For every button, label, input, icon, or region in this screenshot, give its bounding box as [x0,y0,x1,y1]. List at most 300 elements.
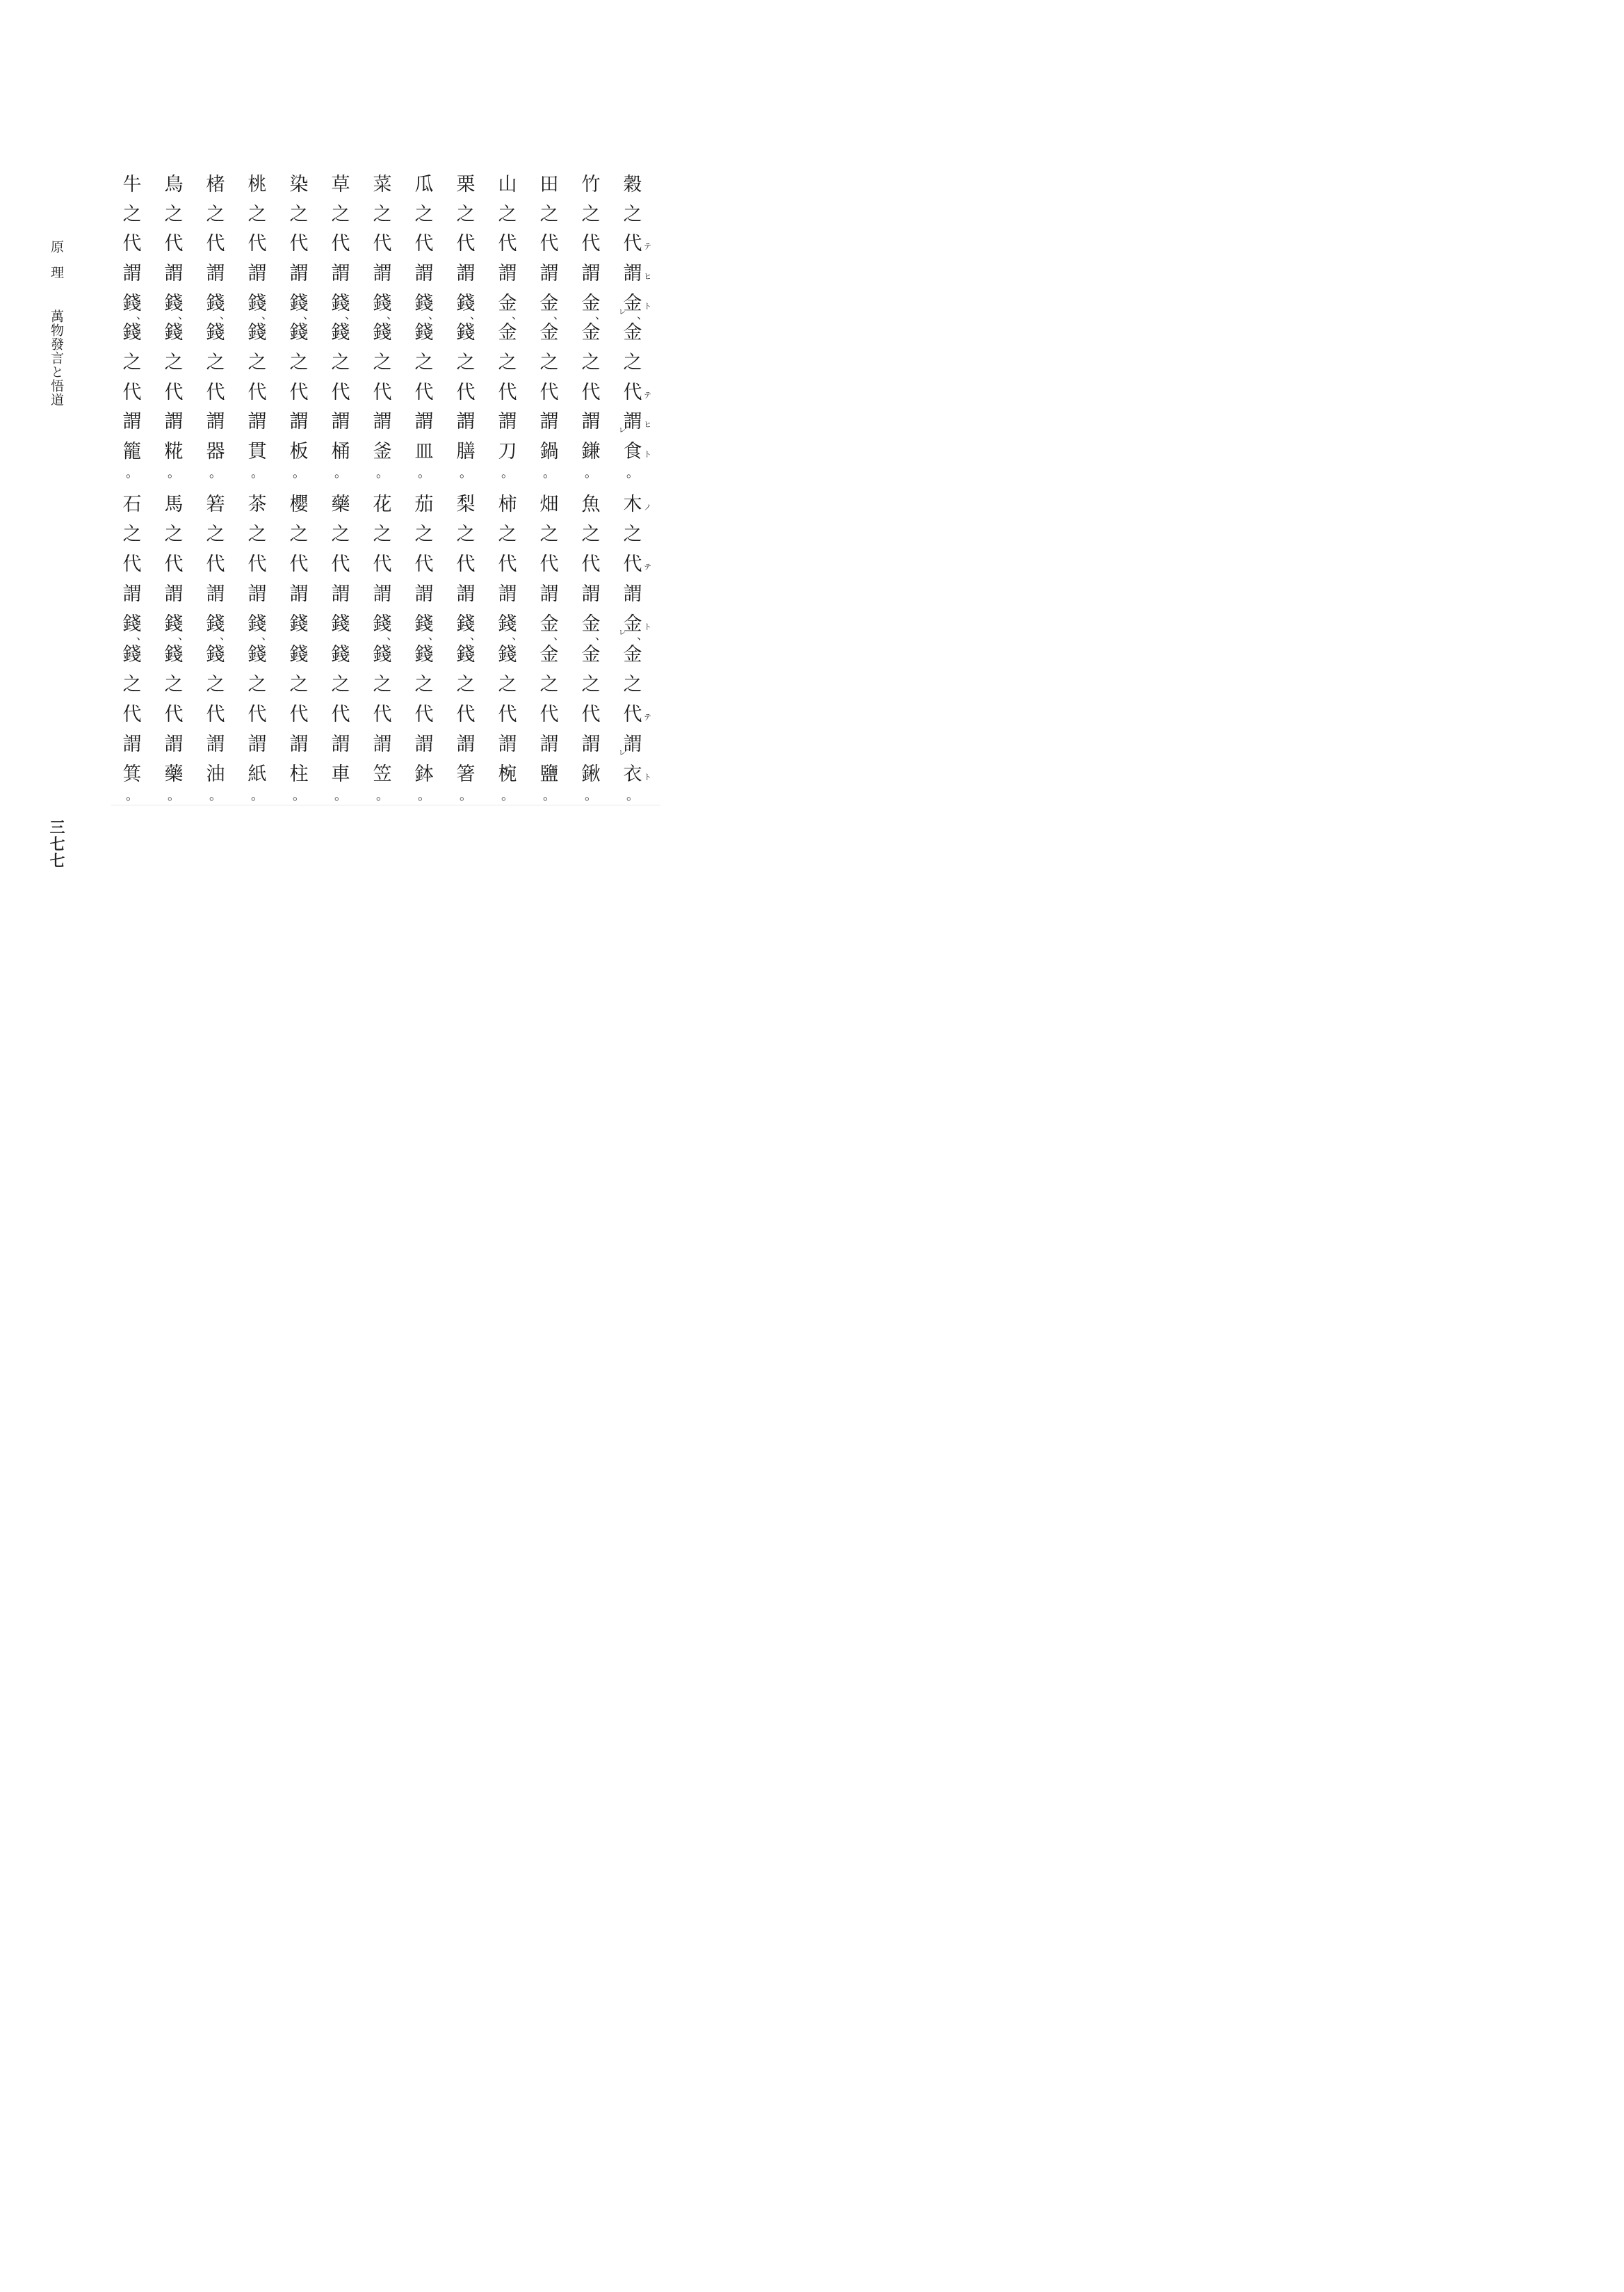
kanji-character [537,522,562,547]
character-text: 謂 [456,583,476,606]
kanji-character [161,261,186,286]
character-text: 金 [498,322,517,344]
kanji-character [412,172,437,197]
character-text: 金 [581,613,601,636]
kanji-character [328,612,353,637]
character-text: 謂 [539,262,559,284]
kaeriten-mark: レ [619,749,626,757]
end-mark: 。 [543,788,555,803]
character-text: 車 [331,763,350,785]
text-column [160,172,189,481]
kanji-character [412,522,437,547]
character-text: 之 [623,673,642,695]
kanji-character [370,202,395,227]
kanji-character [412,582,437,607]
character-text: 代 [122,554,142,576]
kanji-character [495,643,520,668]
character-text: 之 [414,203,434,225]
character-text: 椀 [498,763,517,785]
kunten-reading: テ [644,563,651,572]
character-text: 糀 [164,440,184,462]
text-column [243,492,273,803]
kanji-character [120,582,145,607]
character-text: 錢 [414,292,434,314]
kanji-character [537,643,562,668]
character-text: 鍋 [539,440,559,462]
character-text: 之 [164,351,184,373]
kunten-reading: ノ [644,503,651,512]
kunten-reading: テ [644,712,651,722]
comma-mark: 、 [594,307,606,321]
end-mark: 。 [209,465,222,481]
end-mark: 。 [543,465,555,481]
character-text: 之 [498,673,517,695]
kanji-character [161,172,186,197]
character-text: 之 [206,673,225,695]
kanji-character [453,732,478,757]
character-text: 代 [498,233,517,255]
kanji-character [620,732,645,757]
kanji-character [412,439,437,481]
end-mark: 。 [460,788,472,803]
kanji-character [286,380,311,405]
kanji-character [203,492,228,517]
kanji-character [495,291,523,321]
section-title: 原理 [49,240,64,291]
character-text: 謂 [331,262,350,284]
character-text: 謂 [331,411,350,433]
character-text: 之 [414,351,434,373]
kanji-character [245,732,270,757]
character-text: 金 [581,292,601,314]
comma-mark: 、 [177,629,189,643]
kanji-character [245,439,270,481]
kanji-character [286,552,311,577]
character-text: 代 [623,703,642,725]
character-text: 錢 [498,643,517,665]
kanji-character [328,321,353,346]
character-text: 謂 [456,411,476,433]
kanji-character [537,172,562,197]
kanji-character [578,762,603,803]
character-text: 謂 [456,262,476,284]
character-text: 謂 [289,411,309,433]
character-text: 刀 [498,440,517,462]
kanji-character [245,762,270,803]
character-text: 膳 [456,440,476,462]
kanji-character [453,612,481,643]
character-text: 謂 [247,262,267,284]
character-text: 之 [498,203,517,225]
kanji-character [412,702,437,727]
kanji-character [203,672,228,697]
kanji-character [578,261,603,286]
kanji-character [370,232,395,257]
kanji-character [120,643,145,668]
kanji-character [370,582,395,607]
kanji-character [286,439,311,481]
character-text: 之 [581,203,601,225]
kanji-character [203,702,228,727]
kanji-character [412,732,437,757]
character-text: 楮 [206,174,225,195]
character-text: 代 [206,381,225,403]
comma-mark: 、 [511,307,523,321]
character-text: 代 [456,233,476,255]
kanji-character [286,321,311,346]
character-text: 器 [206,440,225,462]
kanji-character [495,732,520,757]
kanji-character [120,522,145,547]
kanji-character [161,612,189,643]
character-text: 之 [289,203,309,225]
character-text: 錢 [164,322,184,344]
character-text: 鹽 [539,763,559,785]
character-text: 之 [581,351,601,373]
kanji-character [495,702,520,727]
kanji-character [203,522,228,547]
text-column [285,492,313,803]
character-text: 謂 [456,733,476,755]
character-text: 之 [581,673,601,695]
kanji-character [328,732,353,757]
text-column [577,492,606,803]
kanji-character [620,172,645,197]
character-text: 桃 [247,174,267,195]
character-text: 金 [539,613,559,636]
kanji-character [578,492,603,517]
character-text: 箸 [456,763,476,785]
kanji-character [412,261,437,286]
page-number: 三七七 [47,819,65,869]
character-text: 之 [623,524,642,546]
kanji-character [120,321,145,346]
character-text: 之 [206,351,225,373]
character-text: 錢 [206,322,225,344]
kanji-character [495,439,520,481]
kanji-character [495,552,520,577]
upper-text-block [118,172,651,481]
character-text: 錢 [122,643,142,665]
kanji-character [286,172,311,197]
text-column [368,492,398,803]
character-text: 代 [164,381,184,403]
character-text: 錢 [122,292,142,314]
kunten-reading: テ [644,242,651,252]
end-mark: 。 [251,465,263,481]
kanji-character [203,291,231,321]
kanji-character [412,380,437,405]
kanji-character [412,350,437,376]
character-text: 錢 [373,613,392,636]
end-mark: 。 [334,465,347,481]
kanji-character [370,612,398,643]
kanji-character [453,582,478,607]
kanji-character [203,202,228,227]
character-text: 之 [122,351,142,373]
kanji-character [453,202,478,227]
character-text: 謂 [331,583,350,606]
kanji-character [328,762,353,803]
text-column [243,172,273,481]
kanji-character [120,492,145,517]
character-text: 之 [164,203,184,225]
character-text: 石 [122,494,142,515]
kanji-character [578,232,603,257]
kanji-character [203,410,228,435]
character-text: 之 [247,351,267,373]
kanji-character [286,582,311,607]
kanji-character [578,643,603,668]
character-text: 錢 [247,613,267,636]
character-text: 錢 [414,643,434,665]
kanji-character [370,702,395,727]
character-text: 紙 [247,763,267,785]
kanji-character [412,410,437,435]
character-text: 之 [539,673,559,695]
character-text: 謂 [498,583,517,606]
character-text: 貫 [247,440,267,462]
kanji-character [537,552,562,577]
kanji-character [412,321,437,346]
character-text: 之 [456,673,476,695]
character-text: 之 [456,351,476,373]
character-text: 花 [373,494,392,515]
comma-mark: 、 [428,307,439,321]
character-text: 代 [122,703,142,725]
kanji-character [578,321,603,346]
character-text: 栗 [456,174,476,195]
kanji-character [120,350,145,376]
character-text: 錢 [206,292,225,314]
character-text: 之 [331,673,350,695]
end-mark: 。 [376,788,389,803]
character-text: 謂 [581,733,601,755]
kanji-character [453,762,478,803]
text-column [535,492,565,803]
character-text: 謂 [414,411,434,433]
text-column [327,172,356,481]
character-text: 謂 [539,733,559,755]
kanji-character [286,232,311,257]
character-text: 代 [539,554,559,576]
comma-mark: 、 [261,307,273,321]
kanji-character [286,762,311,803]
character-text: 代 [373,233,392,255]
kunten-reading: ト [644,449,651,459]
chapter-title: 萬物發言と悟道 [49,309,64,407]
comma-mark: 、 [386,307,398,321]
kanji-character [203,380,228,405]
character-text: 錢 [456,292,476,314]
character-text: 謂 [373,583,392,606]
character-text: 代 [373,703,392,725]
character-text: 之 [373,524,392,546]
character-text: 食 [623,440,642,462]
text-column [535,172,565,481]
character-text: 鍬 [581,763,601,785]
kanji-character [286,522,311,547]
kanji-character [620,321,645,346]
kanji-character [370,261,395,286]
character-text: 之 [122,673,142,695]
kanji-character [245,410,270,435]
character-text: 錢 [164,613,184,636]
character-text: 謂 [247,733,267,755]
kanji-character [161,582,186,607]
kanji-character [161,202,186,227]
kanji-character [620,380,651,405]
kanji-character [495,202,520,227]
character-text: 謂 [164,583,184,606]
kanji-character [120,612,147,643]
kanji-character [495,261,520,286]
comma-mark: 、 [594,629,606,643]
character-text: 笠 [373,763,392,785]
kanji-character [620,350,645,376]
character-text: 謂 [623,411,642,433]
kanji-character [620,232,651,257]
character-text: 代 [164,233,184,255]
character-text: 錢 [247,322,267,344]
character-text: 代 [414,233,434,255]
character-text: 謂 [373,411,392,433]
character-text: 代 [206,233,225,255]
character-text: 穀 [623,174,642,195]
end-mark: 。 [168,788,180,803]
kunten-reading: ヒ [644,420,651,430]
end-mark: 。 [251,788,263,803]
character-text: 梨 [456,494,476,515]
kanji-character [203,732,228,757]
character-text: 謂 [414,583,434,606]
comma-mark: 、 [469,629,481,643]
character-text: 之 [623,351,642,373]
end-mark: 。 [293,465,305,481]
end-mark: 。 [626,788,639,803]
end-mark: 。 [376,465,389,481]
kanji-character [620,762,651,803]
comma-mark: 、 [511,629,523,643]
character-text: 代 [331,381,350,403]
kanji-character [245,321,270,346]
kanji-character [120,552,145,577]
kanji-character [537,582,562,607]
character-text: 謂 [289,262,309,284]
character-text: 錢 [122,322,142,344]
character-text: 謂 [247,411,267,433]
end-mark: 。 [626,465,639,481]
end-mark: 。 [501,788,514,803]
kanji-character [620,552,651,577]
character-text: 錢 [414,322,434,344]
text-column [577,172,606,481]
character-text: 代 [581,554,601,576]
character-text: 之 [122,203,142,225]
character-text: 鎌 [581,440,601,462]
character-text: 謂 [331,733,350,755]
kanji-character [203,762,228,803]
character-text: 代 [581,233,601,255]
kanji-character [203,232,228,257]
kanji-character [537,321,562,346]
kanji-character [161,522,186,547]
end-mark: 。 [126,788,138,803]
character-text: 謂 [164,262,184,284]
character-text: 代 [289,703,309,725]
character-text: 之 [456,524,476,546]
character-text: 謂 [206,411,225,433]
comma-mark: 、 [636,629,648,643]
kanji-character [120,172,145,197]
kaeriten-mark: レ [619,629,626,638]
character-text: 代 [206,554,225,576]
kanji-character [495,380,520,405]
character-text: 謂 [581,411,601,433]
character-text: 錢 [456,322,476,344]
kunten-reading: ト [644,301,651,311]
kanji-character [328,410,353,435]
kanji-character [328,702,353,727]
character-text: 代 [623,233,642,255]
kanji-character [245,522,270,547]
character-text: 代 [247,554,267,576]
end-mark: 。 [126,465,138,481]
kanji-character [620,702,651,727]
kanji-character [286,350,311,376]
kanji-character [286,291,314,321]
kanji-character [537,492,562,517]
character-text: 之 [164,673,184,695]
kanji-character [161,410,186,435]
kanji-character [245,672,270,697]
kanji-character [495,321,520,346]
text-column [118,492,147,803]
character-text: 藥 [164,763,184,785]
character-text: 代 [331,554,350,576]
character-text: 代 [122,381,142,403]
character-text: 之 [331,351,350,373]
character-text: 之 [539,351,559,373]
kanji-character [328,672,353,697]
character-text: 錢 [247,292,267,314]
text-column [452,172,481,481]
character-text: 之 [539,524,559,546]
character-text: 板 [289,440,309,462]
kanji-character [161,232,186,257]
end-mark: 。 [418,465,430,481]
kanji-character [328,261,353,286]
character-text: 代 [247,703,267,725]
kanji-character [453,380,478,405]
kanji-character [412,232,437,257]
kanji-character [578,522,603,547]
kanji-character [453,350,478,376]
kanji-character [537,261,562,286]
character-text: 金 [539,292,559,314]
character-text: 代 [581,381,601,403]
character-text: 代 [414,554,434,576]
character-text: 之 [498,524,517,546]
kanji-character [370,172,395,197]
kanji-character [453,552,478,577]
kanji-character [495,172,520,197]
kanji-character [245,232,270,257]
kanji-character [161,291,189,321]
character-text: 代 [331,233,350,255]
kanji-character [412,291,439,321]
character-text: 金 [498,292,517,314]
